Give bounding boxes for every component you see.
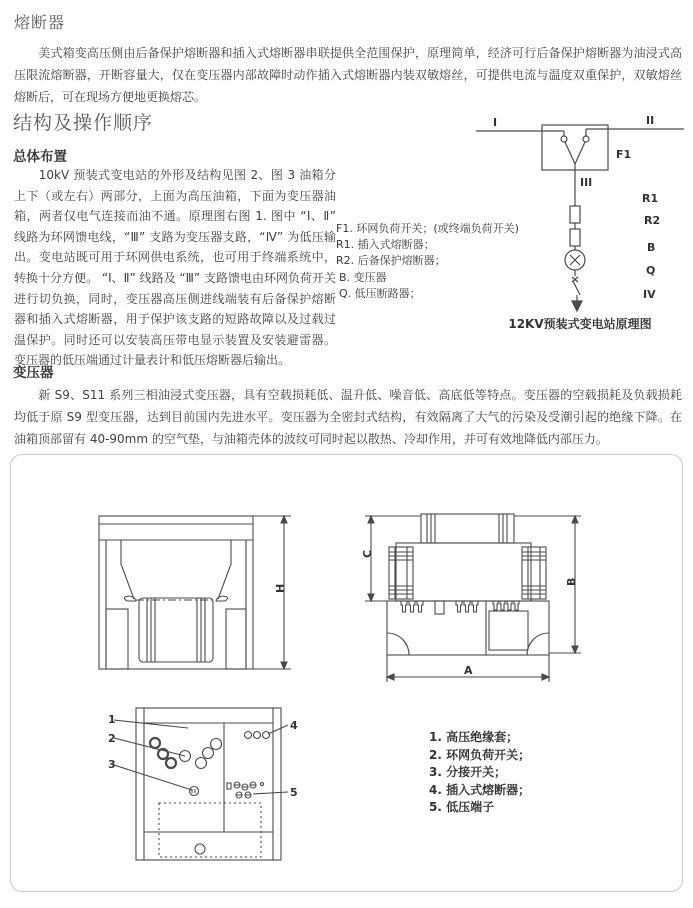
callout-5: 5 <box>290 786 298 799</box>
side-right-panel <box>522 547 546 599</box>
section-title-structure: 结构及操作顺序 <box>13 112 154 134</box>
diagram-caption: 12KV预装式变电站原理图 <box>508 317 652 331</box>
dim-label-h: H <box>274 583 287 593</box>
transformer-front-view <box>91 509 301 681</box>
callout-2: 2 <box>108 732 116 745</box>
dim-label-b: B <box>565 577 578 586</box>
label-breaker-q: Q <box>646 264 656 277</box>
label-fuse-r1: R1 <box>642 192 659 205</box>
section-title-transformer: 变压器 <box>13 365 54 381</box>
drain-plug <box>195 844 205 854</box>
intro-paragraph: 美式箱变高压侧由后备保护熔断器和插入式熔断器串联提供全范围保护，原理简单，经济可行后备保护熔断器为油浸式高压限流熔断器，开断容量大，仅在变压器内部故障时动作插入式熔断器内装双敏熔丝，可提供电流与温度双重保护，双敏熔丝熔断后，可在现场方便地更换熔芯。 <box>14 46 682 104</box>
part-item-3: 3. 分接开关； <box>429 765 507 779</box>
label-switch-f1: F1 <box>616 148 632 161</box>
leader-5 <box>253 792 288 794</box>
leader-1 <box>114 720 188 728</box>
parts-legend <box>429 729 530 817</box>
tap-switch <box>190 787 199 796</box>
layout-paragraph: 10kV 预装式变电站的外形及结构见图 2、图 3 油箱分上下（或左右）两部分，上面为高压油箱，下面为变压器油箱，两者仅电气连接而油不通。原理图右图 1. 图中 “Ⅰ、Ⅱ” 线路为环网馈电线，“Ⅲ” 支路为变压器支路，“Ⅳ” 为低压输出。变电站既可用于环网供电系统，也可用于终端系统中，转换十分方便。 “Ⅰ、Ⅱ” 线路及 “Ⅲ” 支路馈电由环网负荷开关进行切负换，同时，变压器高压侧进线端装有后备保护熔断器和插入式熔断器，用于保护该支路的短路故障以及过载过温保护。同时还可以安装高压带电显示装置及安装避雷器。变压器的低压端通过计量表计和低压熔断器后输出。 <box>14 168 336 368</box>
subsection-title-layout: 总体布置 <box>13 149 67 165</box>
top-view-outline <box>136 708 281 860</box>
dim-label-a: A <box>464 664 473 677</box>
transformer-paragraph: 新 S9、S11 系列三相油浸式变压器，具有空载损耗低、温升低、噪音低、高底低等特点。变压器的空载损耗及负载损耗均低于原 S9 型变压器，达到目前国内先进水平。变压器为全密封式结构，有效隔离了大气的污染及受潮引起的绝缘下降。在油箱顶部留有 40-90mm 的空气垫，与油箱壳体的波纹可同时起以散热、冷却作用，并可有效地降低内部压力。 <box>14 388 682 446</box>
lv-terminals <box>227 782 264 798</box>
callout-4: 4 <box>290 719 298 732</box>
front-right-radiator <box>226 609 246 669</box>
part-item-5: 5. 低压端子 <box>429 800 495 814</box>
side-access-panel <box>489 611 528 650</box>
fuse-hole <box>254 732 261 739</box>
fuse-r2-symbol <box>570 229 580 246</box>
output-arrow <box>572 301 582 311</box>
label-line-2: II <box>646 114 655 127</box>
legend-item-f1: F1. 环网负荷开关；(或终端负荷开关) <box>336 222 519 235</box>
switch-bushing <box>196 758 207 769</box>
part-item-1: 1. 高压绝缘套； <box>429 730 519 744</box>
hv-bushing <box>166 758 176 768</box>
page-title: 熔断器 <box>14 13 66 32</box>
circuit-legend <box>336 221 519 302</box>
transformer-side-view <box>359 506 591 694</box>
side-left-panel <box>389 547 413 599</box>
label-fuse-r2: R2 <box>644 214 661 227</box>
leader-3 <box>114 765 192 790</box>
part-item-4: 4. 插入式熔断器； <box>429 782 531 797</box>
hv-bushing <box>150 738 160 748</box>
dim-label-c: C <box>361 549 374 558</box>
front-corrugated-tank <box>139 598 213 662</box>
label-transformer-b: B <box>647 241 656 254</box>
figure-panel <box>10 454 683 892</box>
part-item-2: 2. 环网负荷开关； <box>429 747 531 762</box>
side-bushing-pins <box>401 601 519 614</box>
transformer-top-view <box>96 705 306 867</box>
label-output-4: IV <box>643 288 656 301</box>
switch-bushing <box>211 739 222 750</box>
legend-item-b: B. 变压器 <box>339 270 387 284</box>
legend-item-r1: R1. 插入式熔断器； <box>336 238 435 252</box>
legend-item-r2: R2. 后备保护熔断器； <box>336 254 446 268</box>
callout-1: 1 <box>108 713 116 726</box>
fuse-r1-symbol <box>570 206 580 223</box>
fuse-hole <box>245 732 252 739</box>
side-hv-tank <box>396 543 531 601</box>
legend-item-q: Q. 低压断路器； <box>339 286 421 300</box>
front-left-radiator <box>106 609 128 669</box>
front-outline <box>99 516 253 669</box>
fuse-hole <box>263 732 270 739</box>
leader-4 <box>268 725 288 734</box>
callout-3: 3 <box>108 758 116 771</box>
label-line-1: I <box>493 116 498 129</box>
top-view-dashed-zone <box>159 803 261 857</box>
label-branch-3: III <box>580 176 593 189</box>
switch-bushing <box>203 748 214 759</box>
